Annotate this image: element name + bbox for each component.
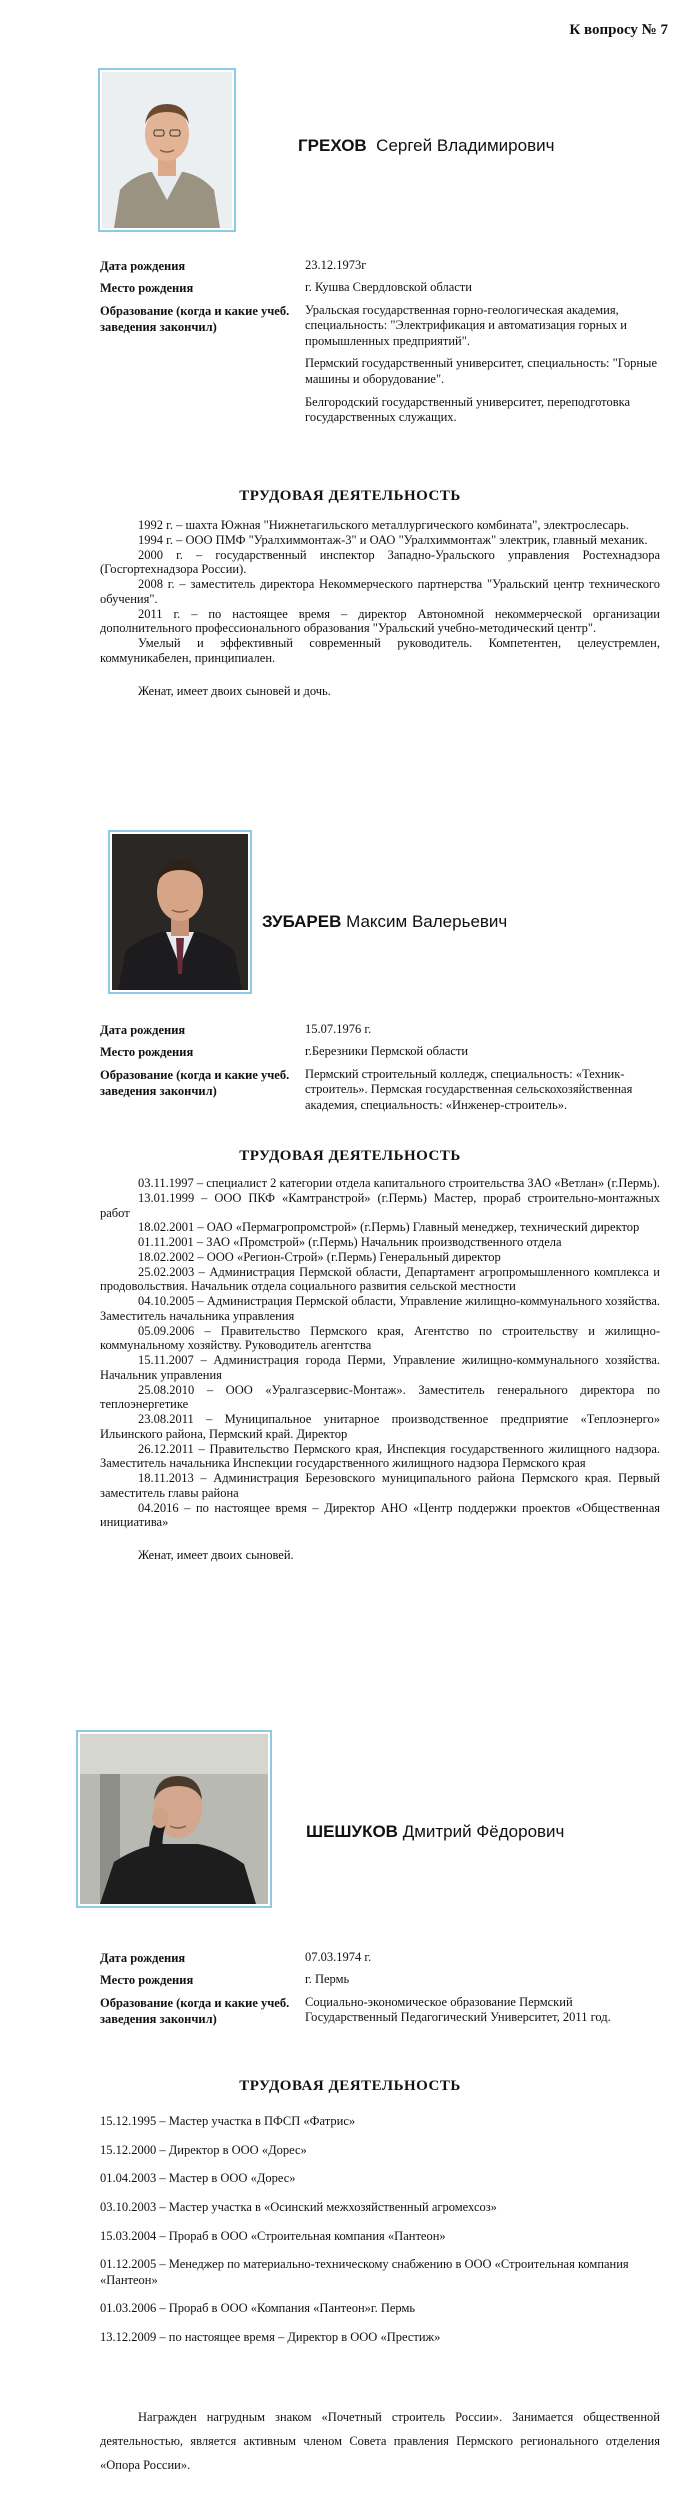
birth-place-value: г. Кушва Свердловской области — [305, 280, 472, 295]
work-entry: 1992 г. – шахта Южная "Нижнетагильского металлургического комбината", электрослесарь. — [138, 518, 629, 532]
info-block-1 — [100, 258, 660, 439]
birth-place-value: г. Пермь — [305, 1972, 350, 1987]
education-value — [305, 303, 660, 433]
education-row — [100, 303, 660, 433]
education-item: Уральская государственная горно-геологическая академия, специальность: "Электрификация и автоматизация горных и промышленных предприятий". — [305, 302, 627, 348]
work-entry: 15.12.2000 – Директор в ООО «Дорес» — [100, 2142, 307, 2157]
work-history-3 — [100, 2114, 660, 2359]
birth-date-label: Дата рождения — [100, 1023, 186, 1037]
work-history-2 — [100, 1176, 660, 1563]
education-item: Социально-экономическое образование Пермский Государственный Педагогический Университет, 2011 год. — [305, 1994, 611, 2025]
birth-place-label: Место рождения — [100, 281, 194, 296]
birth-date-value: 07.03.1974 г. — [305, 1950, 372, 1964]
work-section-title-1: ТРУДОВАЯ ДЕЯТЕЛЬНОСТЬ — [239, 488, 461, 504]
work-entry: 01.12.2005 – Менеджер по материально-техническому снабжению в ООО «Строительная компания «Пантеон» — [100, 2257, 629, 2287]
birth-place-row — [100, 280, 660, 296]
work-entry: 2000 г. – государственный инспектор Западно-Уральского управления Ростехнадзора (Госгортехнадзора России). — [100, 547, 660, 577]
work-entry: 03.10.2003 – Мастер участка в «Осинский межхозяйственный агромехсоз» — [100, 2199, 497, 2214]
work-entry: 18.02.2002 – ООО «Регион-Строй» (г.Пермь) Генеральный директор — [138, 1249, 501, 1264]
family-note: Женат, имеет двоих сыновей. — [138, 1548, 294, 1562]
education-item: Белгородский государственный университет, переподготовка государственных служащих. — [305, 394, 631, 425]
work-entry: Умелый и эффективный современный руководитель. Компетентен, целеустремлен, коммуникабелен, принципиален. — [100, 636, 660, 665]
birth-date-label: Дата рождения — [100, 1951, 186, 1965]
work-entry: 1994 г. – ООО ПМФ "Уралхиммонтаж-3" и ОАО "Уралхиммонтаж" электрик, главный механик. — [138, 532, 648, 547]
surname: ШЕШУКОВ — [306, 1822, 398, 1841]
work-entry: 01.04.2003 – Мастер в ООО «Дорес» — [100, 2171, 296, 2186]
given-names: Сергей Владимирович — [376, 136, 555, 155]
work-section-title-3: ТРУДОВАЯ ДЕЯТЕЛЬНОСТЬ — [239, 2078, 461, 2094]
education-label: Образование (когда и какие учеб. заведения закончил) — [100, 1067, 290, 1098]
work-entry: 04.2016 – по настоящее время – Директор АНО «Центр поддержки проектов «Общественная инициатива» — [100, 1500, 660, 1530]
work-entry: 15.03.2004 – Прораб в ООО «Строительная компания «Пантеон» — [100, 2228, 446, 2243]
education-row — [100, 1995, 660, 2033]
surname: ЗУБАРЕВ — [262, 912, 342, 931]
work-entry: 25.08.2010 – ООО «Уралгазсервис-Монтаж». Заместитель генерального директора по теплоэнергетике — [100, 1382, 660, 1412]
work-history-1 — [100, 518, 660, 698]
work-entry: 26.12.2011 – Правительство Пермского края, Инспекция государственного жилищного надзора. Заместитель начальника Инспекции государственного жилищного надзора Пермского края — [100, 1441, 660, 1471]
birth-place-value: г.Березники Пермской области — [305, 1044, 469, 1059]
education-value — [305, 1995, 660, 2033]
work-entry: 2011 г. – по настоящее время – директор Автономной некоммерческой организации дополнительного профессионального образования "Уральский учебно-методический центр". — [100, 606, 660, 636]
given-names: Максим Валерьевич — [346, 912, 508, 931]
work-entry: 15.12.1995 – Мастер участка в ПФСП «Фатрис» — [100, 2114, 356, 2128]
work-entry: 2008 г. – заместитель директора Некоммерческого партнерства "Уральский центр технического обучения". — [100, 577, 660, 606]
birth-date-row — [100, 1950, 660, 1966]
work-entry: 04.10.2005 – Администрация Пермской области, Управление жилищно-коммунального хозяйства. Заместитель начальника управления — [100, 1294, 660, 1323]
work-entry: 18.02.2001 – ОАО «Пермагропромстрой» (г.Пермь) Главный менеджер, технический директор — [138, 1220, 640, 1235]
work-entry: 01.11.2001 – ЗАО «Промстрой» (г.Пермь) Начальник производственного отдела — [138, 1235, 562, 1249]
work-entry: 05.09.2006 – Правительство Пермского края, Агентство по строительству и жилищно-коммунальному хозяйству. Руководитель агентства — [100, 1323, 660, 1353]
info-block-2 — [100, 1022, 660, 1126]
education-label: Образование (когда и какие учеб. заведения закончил) — [100, 1995, 290, 2026]
person-name-2 — [262, 912, 507, 932]
birth-date-row — [100, 1022, 660, 1038]
work-entry: 18.11.2013 – Администрация Березовского муниципального района Пермского края. Первый заместитель главы района — [100, 1471, 660, 1500]
education-value — [305, 1067, 660, 1121]
birth-date-label: Дата рождения — [100, 259, 186, 273]
birth-place-label: Место рождения — [100, 1045, 194, 1060]
surname: ГРЕХОВ — [298, 136, 367, 155]
education-label: Образование (когда и какие учеб. заведения закончил) — [100, 303, 290, 334]
portrait-photo-2 — [108, 830, 252, 994]
work-entry: 13.01.1999 – ООО ПКФ «Камтранстрой» (г.Пермь) Мастер, прораб строительно-монтажных работ — [100, 1190, 660, 1220]
education-item: Пермский строительный колледж, специальность: «Техник-строитель». Пермская государственная сельскохозяйственная академия, специальность: «Инженер-строитель». — [305, 1066, 633, 1112]
family-note: Женат, имеет двоих сыновей и дочь. — [138, 683, 331, 698]
work-entry: 01.03.2006 – Прораб в ООО «Компания «Пантеон»г. Пермь — [100, 2301, 416, 2316]
birth-date-value: 15.07.1976 г. — [305, 1022, 372, 1036]
work-section-title-2: ТРУДОВАЯ ДЕЯТЕЛЬНОСТЬ — [239, 1148, 461, 1164]
work-entry: 03.11.1997 – специалист 2 категории отдела капитального строительства ЗАО «Ветлан» (г.Пермь). — [138, 1176, 660, 1190]
birth-place-row — [100, 1972, 660, 1988]
portrait-photo-1 — [98, 68, 236, 232]
portrait-photo-3 — [76, 1730, 272, 1908]
education-row — [100, 1067, 660, 1121]
person-name-3 — [306, 1822, 564, 1842]
given-names: Дмитрий Фёдорович — [402, 1822, 565, 1841]
question-label: К вопросу № 7 — [569, 22, 668, 38]
work-entry: 15.11.2007 – Администрация города Перми, Управление жилищно-коммунального хозяйства. Начальник управления — [100, 1353, 660, 1382]
info-block-3 — [100, 1950, 660, 2039]
work-entry: 13.12.2009 – по настоящее время – Директор в ООО «Престиж» — [100, 2330, 441, 2344]
work-entry: 25.02.2003 – Администрация Пермской области, Департамент агропромышленного комплекса и продовольствия. Начальник отдела социального развития сельской местности — [100, 1264, 660, 1294]
education-item: Пермский государственный университет, специальность: "Горные машины и оборудование". — [305, 356, 657, 386]
birth-date-value: 23.12.1973г — [305, 258, 367, 272]
birth-place-label: Место рождения — [100, 1973, 194, 1988]
award-paragraph: Награжден нагрудным знаком «Почетный строитель России». Занимается общественной деятельностью, является активным членом Совета правления Пермского регионального отделения «Опора России». — [100, 2410, 660, 2472]
work-entry: 23.08.2011 – Муниципальное унитарное производственное предприятие «Теплоэнерго» Ильинского района, Пермский край. Директор — [100, 1412, 660, 1441]
person-name-1 — [298, 136, 554, 156]
birth-place-row — [100, 1044, 660, 1060]
birth-date-row — [100, 258, 660, 274]
